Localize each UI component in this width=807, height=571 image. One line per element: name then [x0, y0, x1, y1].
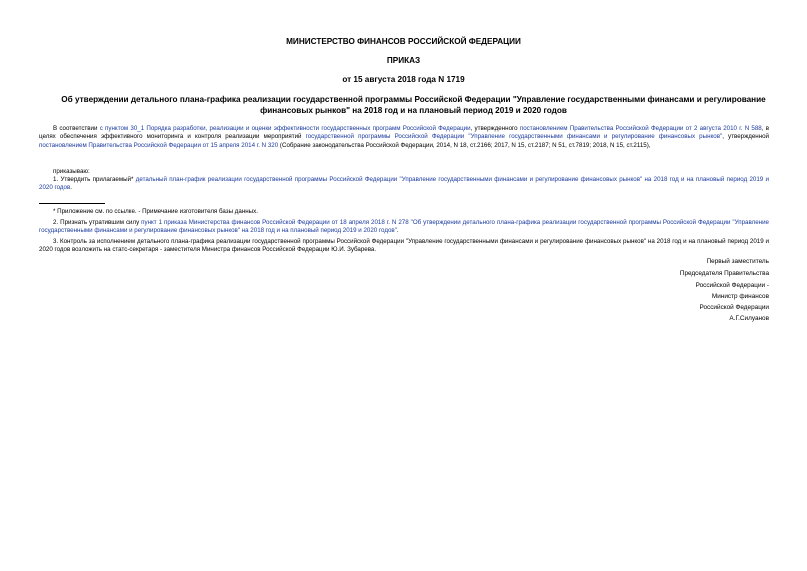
footnote: * Приложение см. по ссылке. - Примечание изготовителя базы данных.: [53, 208, 258, 215]
signature-line-4: Министр финансов: [711, 293, 769, 300]
preamble-text-4: , утвержденной: [722, 133, 770, 141]
link-resolution-320[interactable]: постановлением Правительства Российской Федерации от 15 апреля 2014 г. N 320: [39, 141, 279, 149]
signature-line-2: Председателя Правительства: [679, 270, 769, 277]
signature-line-5: Российской Федерации: [699, 304, 769, 311]
link-state-program[interactable]: государственной программы Российской Федерации "Управление государственными финансами и регулирование финансовых рынков": [305, 133, 723, 141]
preamble-text-2: , утвержденного: [470, 125, 520, 132]
preamble-text-1: В соответствии: [53, 125, 100, 132]
preamble-text-3: , в целях обеспечения эффективного мониторинга и контроля реализации мероприятий: [39, 125, 770, 141]
order-word: приказываю:: [53, 168, 90, 175]
link-paragraph-30-1[interactable]: с пунктом 30_1 Порядка разработки, реализации и оценки эффективности государственных программ Российской Федерации: [99, 125, 471, 132]
item2-text-2: .: [396, 227, 399, 235]
item1-text-2: .: [70, 184, 72, 192]
link-resolution-588[interactable]: постановлением Правительства Российской Федерации от 2 августа 2010 г. N 588: [519, 125, 762, 132]
signature-line-3: Российской Федерации -: [695, 282, 769, 289]
link-order-278[interactable]: пункт 1 приказа Министерства финансов Российской Федерации от 18 апреля 2018 г. N 278 "Об утверждении детального плана-графика реализации государственной программы Российской Федерации "Управление государственными финансами и регулирование финансовых рынков" на 2018 год и на плановый период 2019 и 2020 годов": [39, 219, 769, 235]
preamble-paragraph: [39, 125, 769, 150]
document-type: ПРИКАЗ: [386, 56, 421, 65]
order-item-3: 3. Контроль за исполнением детального плана-графика реализации государственной программы Российской Федерации "Управление государственными финансами и регулирование финансовых рынков" на 2018 год и на плановый период 2019 и 2020 годов возложить на статс-секретаря - заместителя Министра финансов Российской Федерации Ю.И. Зубарева.: [39, 238, 769, 254]
date-number: от 15 августа 2018 года N 1719: [342, 75, 465, 84]
order-item-1: [39, 176, 769, 193]
item1-text-1: 1. Утвердить прилагаемый*: [53, 176, 136, 183]
signatory-name: А.Г.Силуанов: [729, 315, 769, 322]
item2-text-1: 2. Признать утратившим силу: [53, 219, 142, 226]
ministry-heading: МИНИСТЕРСТВО ФИНАНСОВ РОССИЙСКОЙ ФЕДЕРАЦИИ: [286, 37, 521, 46]
footnote-divider: [39, 203, 105, 204]
preamble-text-5: (Собрание законодательства Российской Федерации, 2014, N 18, ст.2166; 2017, N 15, ст.2187; N 51, ст.7819; 2018, N 15, ст.2115),: [278, 141, 651, 149]
link-detailed-plan[interactable]: детальный план-график реализации государственной программы Российской Федерации "Управление государственными финансами и регулирование финансовых рынков" на 2018 год и на плановый период 2019 и 2020 годов: [39, 176, 769, 192]
document-title: Об утверждении детального плана-графика реализации государственной программы Российской Федерации "Управление государственными финансами и регулирование финансовых рынков" на 2018 год и на плановый период 2019 и 2020 годов: [61, 95, 766, 115]
order-item-2: [39, 219, 769, 236]
signature-line-1: Первый заместитель: [706, 258, 769, 265]
